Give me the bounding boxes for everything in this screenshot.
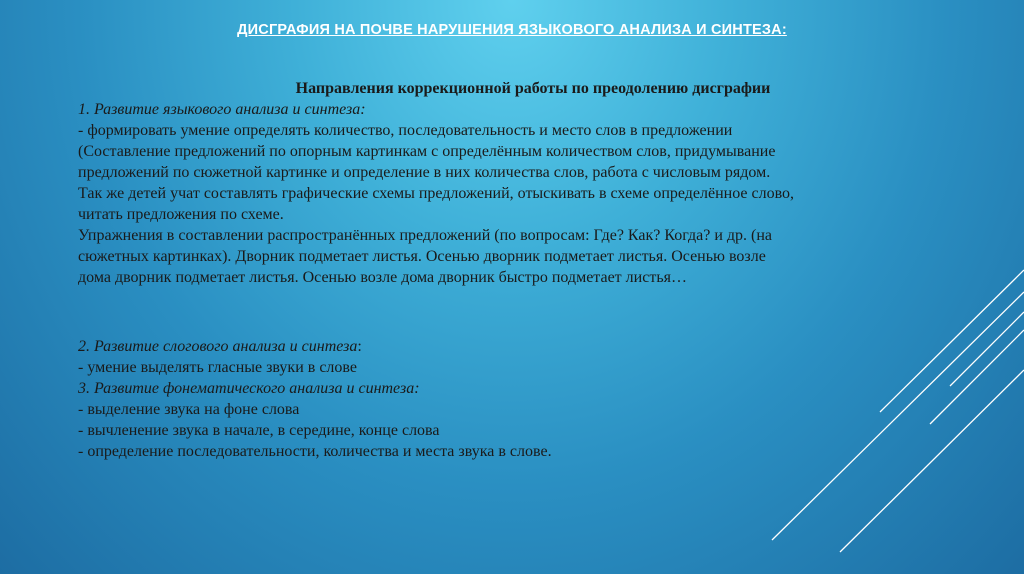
deco-line: [840, 370, 1024, 552]
section1-line: дома дворник подметает листья. Осенью возле дома дворник быстро подметает листья…: [78, 269, 687, 286]
section1-line: Упражнения в составлении распространённых предложений (по вопросам: Где? Как? Когда? и др. (на: [78, 227, 773, 244]
content-heading: Направления коррекционной работы по преодолению дисграфии: [295, 80, 771, 97]
section3-line: - определение последовательности, количества и места звука в слове.: [78, 443, 552, 460]
section1-line: сюжетных картинках). Дворник подметает листья. Осенью дворник подметает листья. Осенью возле: [78, 248, 766, 265]
section1-line: - формировать умение определять количество, последовательность и место слов в предложении: [78, 122, 733, 139]
section3-title: 3. Развитие фонематического анализа и синтеза:: [78, 380, 420, 397]
deco-line: [930, 330, 1024, 424]
section2-line: - умение выделять гласные звуки в слове: [78, 359, 357, 376]
section3-line: - выделение звука на фоне слова: [78, 401, 300, 418]
section1-line: читать предложения по схеме.: [78, 206, 284, 223]
section2-colon: :: [357, 338, 362, 355]
section1-title: 1. Развитие языкового анализа и синтеза:: [78, 101, 366, 118]
section2-title: 2. Развитие слогового анализа и синтеза: [78, 338, 358, 355]
deco-line: [950, 312, 1024, 386]
slide-title: ДИСГРАФИЯ НА ПОЧВЕ НАРУШЕНИЯ ЯЗЫКОВОГО АНАЛИЗА И СИНТЕЗА:: [237, 22, 787, 38]
section1-line: Так же детей учат составлять графические схемы предложений, отыскивать в схеме определённое слово,: [78, 185, 795, 202]
deco-line: [772, 292, 1024, 540]
section1-line: (Составление предложений по опорным картинкам с определённым количеством слов, придумывание: [78, 143, 776, 160]
section1-line: предложений по сюжетной картинке и определение в них количества слов, работа с числовым рядом.: [78, 164, 771, 181]
section3-line: - вычленение звука в начале, в середине, конце слова: [78, 422, 440, 439]
